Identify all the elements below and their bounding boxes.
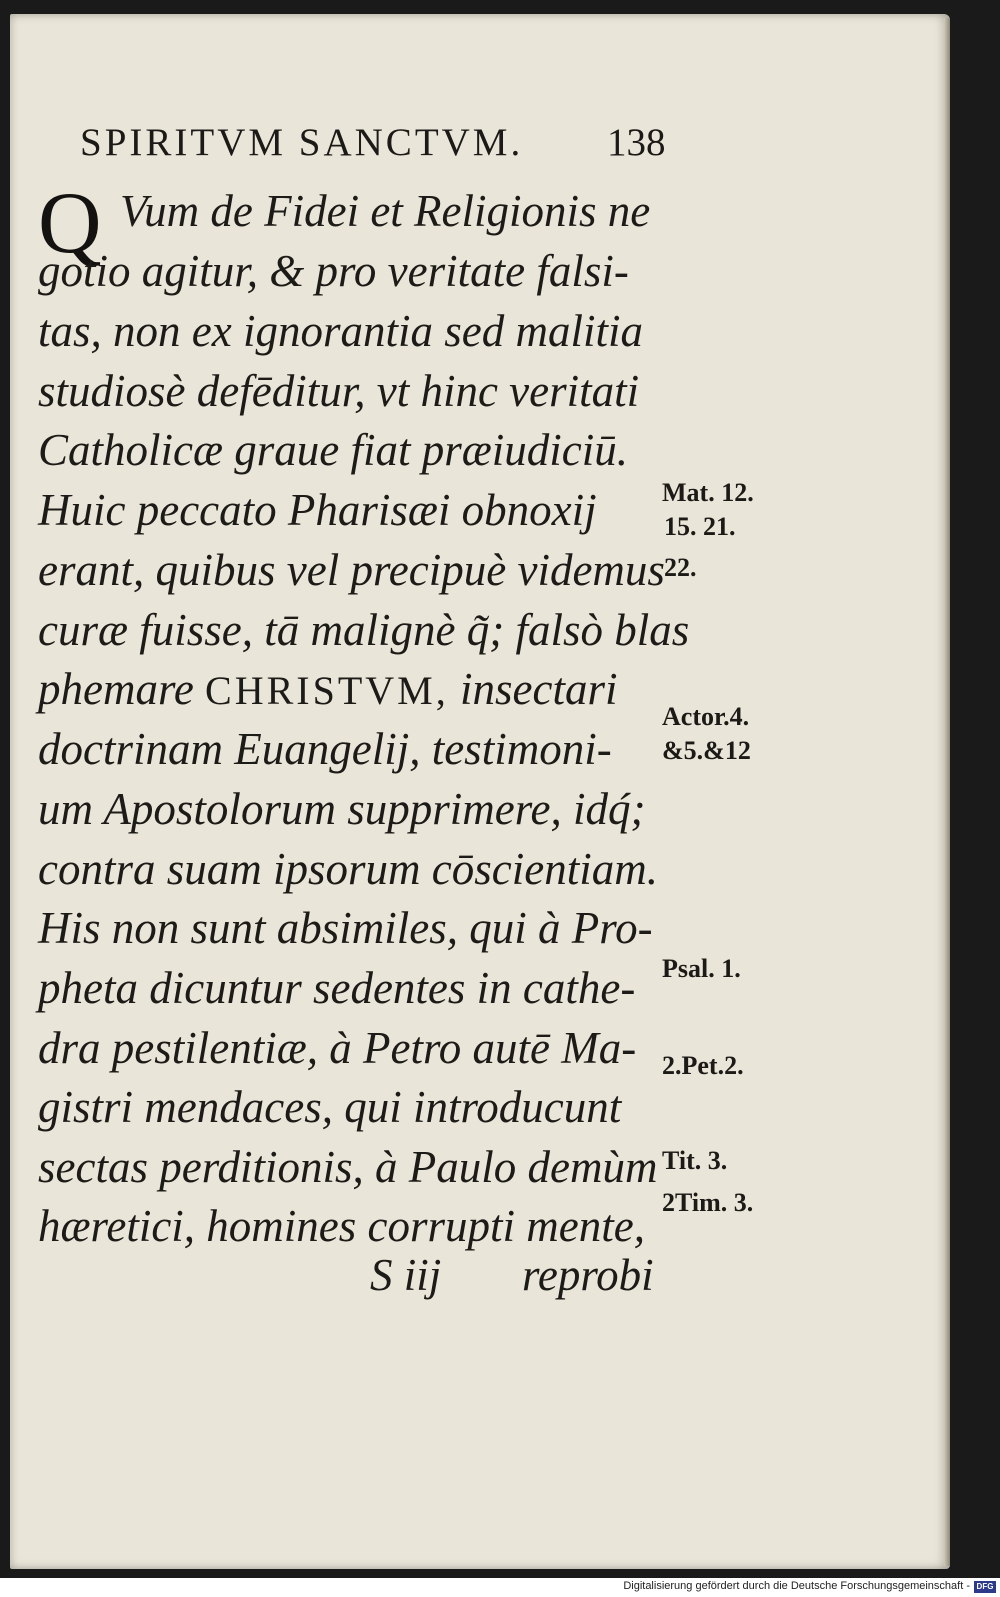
margin-note-tit: Tit. 3. [662,1146,728,1175]
margin-note-psal: Psal. 1. [662,954,741,983]
page-edge [944,18,950,1566]
text-line-6: Huic peccato Pharisæi obnoxij [38,485,597,535]
margin-note-tim: 2Tim. 3. [662,1188,754,1217]
text-line-7: erant, quibus vel precipuè videmus [38,545,665,595]
text-line-4: studiosè defēditur, vt hinc veritati [38,366,640,416]
margin-note-mat-3: 22. [664,553,697,582]
text-line-9-end: insectari [460,664,618,714]
text-line-15: dra pestilentiæ, à Petro autē Ma- [38,1023,637,1073]
margin-note-mat-2: 15. 21. [664,512,736,541]
text-line-17: sectas perditionis, à Paulo demùm [38,1142,658,1192]
catchword: reprobi [522,1250,654,1300]
margin-note-actor-2: &5.&12 [662,736,751,765]
text-line-14: pheta dicuntur sedentes in cathe- [38,963,636,1013]
text-line-9 [38,660,617,720]
footer-credit: Digitalisierung gefördert durch die Deutsche Forschungsgemeinschaft - [623,1580,970,1592]
text-line-5: Catholicæ graue fiat præiudiciū. [38,425,629,475]
text-line-3: tas, non ex ignorantia sed malitia [38,306,643,356]
text-line-9-start: phemare [38,664,194,714]
christum-smallcaps: CHRISTVM, [205,668,449,713]
margin-note-mat-1: Mat. 12. [662,478,754,507]
margin-note-actor-1: Actor.4. [662,702,750,731]
margin-note-pet: 2.Pet.2. [662,1051,744,1080]
running-title: SPIRITVM SANCTVM. [80,121,524,164]
text-line-16: gistri mendaces, qui introducunt [38,1082,622,1132]
page-number: 138 [607,121,666,164]
text-line-18: hæretici, homines corrupti mente, [38,1201,645,1251]
text-line-10: doctrinam Euangelij, testimoni- [38,724,612,774]
text-line-11: um Apostolorum supprimere, idq́; [38,784,646,834]
text-line-13: His non sunt absimiles, qui à Pro- [38,903,653,953]
drop-cap-letter: Q [38,175,102,272]
text-line-2: gotio agitur, & pro veritate falsi- [38,246,629,296]
text-line-8: curæ fuisse, tā malignè q̃; falsò blas [38,605,690,655]
signature-mark: S iij [370,1250,442,1300]
text-line-1: Vum de Fidei et Religionis ne [120,186,651,236]
text-line-12: contra suam ipsorum cōscientiam. [38,844,658,894]
dfg-logo-icon: DFG [974,1581,996,1593]
